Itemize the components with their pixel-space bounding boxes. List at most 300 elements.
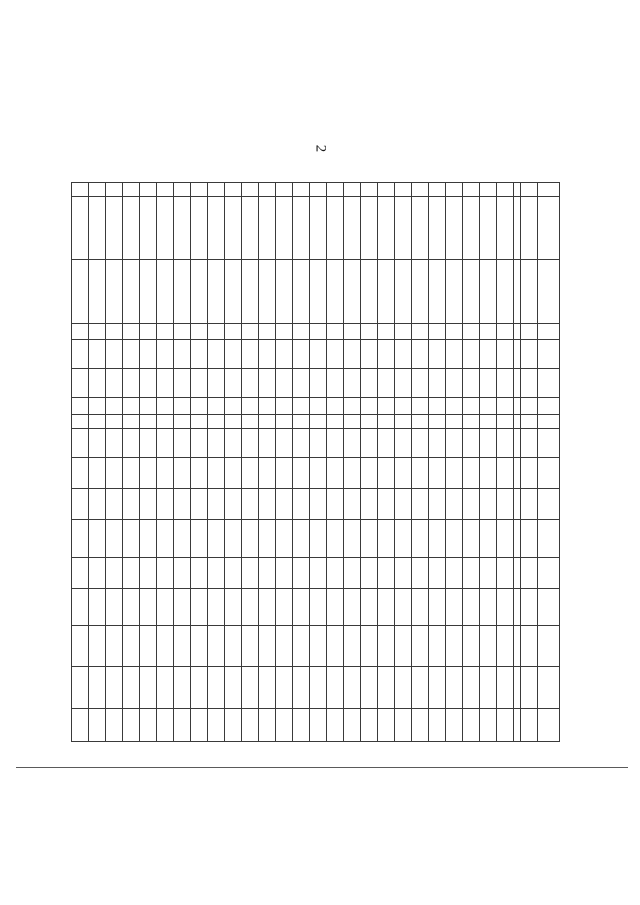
table-row <box>327 183 344 742</box>
table-cell <box>344 588 361 625</box>
table-cell <box>123 183 140 197</box>
table-cell <box>463 667 480 708</box>
table-cell <box>429 414 446 428</box>
table-cell <box>429 323 446 340</box>
table-row <box>208 183 225 742</box>
table-cell <box>446 557 463 588</box>
table-cell <box>276 183 293 197</box>
table-cell <box>310 398 327 415</box>
table-cell <box>480 708 497 741</box>
table-cell <box>429 458 446 489</box>
table-cell <box>225 626 242 667</box>
table-cell <box>497 340 514 369</box>
table-cell <box>521 626 538 667</box>
table-cell <box>157 557 174 588</box>
table-cell <box>89 183 106 197</box>
table-cell <box>191 340 208 369</box>
table-cell <box>344 197 361 259</box>
table-cell <box>242 398 259 415</box>
table-cell <box>463 429 480 458</box>
table-cell <box>514 340 521 369</box>
table-cell <box>344 557 361 588</box>
table-cell <box>412 340 429 369</box>
table-cell <box>276 340 293 369</box>
table-cell <box>174 183 191 197</box>
table-cell <box>157 340 174 369</box>
table-cell <box>242 369 259 398</box>
table-cell <box>361 588 378 625</box>
table-cell <box>463 520 480 557</box>
table-cell <box>412 369 429 398</box>
table-cell <box>344 398 361 415</box>
table-cell <box>208 626 225 667</box>
table-cell <box>72 398 89 415</box>
table-cell <box>310 588 327 625</box>
table-cell <box>395 323 412 340</box>
table-cell <box>480 667 497 708</box>
table-cell <box>123 197 140 259</box>
table-cell <box>208 708 225 741</box>
table-cell <box>89 197 106 259</box>
table-cell <box>242 323 259 340</box>
table-cell <box>463 183 480 197</box>
table-cell <box>395 259 412 323</box>
table-cell <box>412 183 429 197</box>
table-cell <box>157 183 174 197</box>
table-cell <box>174 626 191 667</box>
table-cell <box>344 323 361 340</box>
table-cell <box>72 197 89 259</box>
table-cell <box>412 667 429 708</box>
table-cell <box>157 429 174 458</box>
table-cell <box>259 557 276 588</box>
table-cell <box>538 588 560 625</box>
table-cell <box>72 369 89 398</box>
table-cell <box>191 259 208 323</box>
table-cell <box>208 259 225 323</box>
table-cell <box>106 259 123 323</box>
table-cell <box>395 429 412 458</box>
table-cell <box>242 667 259 708</box>
table-cell <box>106 557 123 588</box>
table-cell <box>378 259 395 323</box>
table-cell <box>327 259 344 323</box>
table-cell <box>344 369 361 398</box>
table-cell <box>123 520 140 557</box>
table-cell <box>174 557 191 588</box>
table-cell <box>259 489 276 520</box>
table-cell <box>429 667 446 708</box>
table-cell <box>106 520 123 557</box>
table-cell <box>157 588 174 625</box>
table-cell <box>106 369 123 398</box>
table-cell <box>310 489 327 520</box>
table-cell <box>310 369 327 398</box>
table-cell <box>327 197 344 259</box>
table-cell <box>191 520 208 557</box>
table-cell <box>521 369 538 398</box>
table-cell <box>480 557 497 588</box>
table-cell <box>514 557 521 588</box>
table-cell <box>276 398 293 415</box>
table-cell <box>480 626 497 667</box>
table-cell <box>174 259 191 323</box>
table-cell <box>310 259 327 323</box>
table-cell <box>225 557 242 588</box>
table-cell <box>293 520 310 557</box>
table-cell <box>276 458 293 489</box>
table-cell <box>72 489 89 520</box>
table-cell <box>293 588 310 625</box>
table-cell <box>463 557 480 588</box>
table-cell <box>538 429 560 458</box>
table-cell <box>446 340 463 369</box>
table-cell <box>242 340 259 369</box>
table-row <box>259 183 276 742</box>
table-cell <box>395 197 412 259</box>
table-cell <box>140 520 157 557</box>
table-row <box>191 183 208 742</box>
table-cell <box>361 708 378 741</box>
table-cell <box>514 489 521 520</box>
table-cell <box>446 369 463 398</box>
table-cell <box>276 708 293 741</box>
table-cell <box>310 626 327 667</box>
table-cell <box>378 458 395 489</box>
table-cell <box>259 458 276 489</box>
table-cell <box>521 197 538 259</box>
table-cell <box>395 398 412 415</box>
table-cell <box>293 626 310 667</box>
table-cell <box>191 183 208 197</box>
table-cell <box>446 414 463 428</box>
table-cell <box>378 557 395 588</box>
table-cell <box>259 197 276 259</box>
table-cell <box>276 489 293 520</box>
table-cell <box>514 183 521 197</box>
table-cell <box>174 414 191 428</box>
table-cell <box>276 414 293 428</box>
table-cell <box>276 369 293 398</box>
table-cell <box>429 520 446 557</box>
table-cell <box>497 183 514 197</box>
table-cell <box>429 183 446 197</box>
table-cell <box>327 667 344 708</box>
table-cell <box>429 489 446 520</box>
table-row <box>429 183 446 742</box>
table-cell <box>327 398 344 415</box>
table-cell <box>106 183 123 197</box>
table-cell <box>157 414 174 428</box>
table-cell <box>310 197 327 259</box>
table-cell <box>395 588 412 625</box>
table-cell <box>259 398 276 415</box>
table-cell <box>123 414 140 428</box>
table-cell <box>106 398 123 415</box>
table-cell <box>106 667 123 708</box>
table-row <box>395 183 412 742</box>
table-cell <box>106 340 123 369</box>
table-cell <box>191 458 208 489</box>
table-row <box>276 183 293 742</box>
table-cell <box>174 398 191 415</box>
table-cell <box>480 458 497 489</box>
table-cell <box>463 708 480 741</box>
table-cell <box>89 667 106 708</box>
table-cell <box>242 520 259 557</box>
table-cell <box>429 259 446 323</box>
table-cell <box>429 369 446 398</box>
table-cell <box>344 626 361 667</box>
table-cell <box>174 323 191 340</box>
table-cell <box>538 398 560 415</box>
table-cell <box>89 340 106 369</box>
table-cell <box>361 520 378 557</box>
table-cell <box>521 588 538 625</box>
table-cell <box>225 259 242 323</box>
table-cell <box>310 183 327 197</box>
table-cell <box>463 489 480 520</box>
table-cell <box>157 708 174 741</box>
table-cell <box>191 489 208 520</box>
table-cell <box>344 414 361 428</box>
table-cell <box>225 398 242 415</box>
table-cell <box>497 458 514 489</box>
table-row <box>446 183 463 742</box>
table-cell <box>463 323 480 340</box>
table-cell <box>225 369 242 398</box>
table-cell <box>140 183 157 197</box>
table-cell <box>497 323 514 340</box>
table-cell <box>514 458 521 489</box>
table-cell <box>521 183 538 197</box>
table-cell <box>208 197 225 259</box>
table-cell <box>412 323 429 340</box>
table-cell <box>446 398 463 415</box>
table-cell <box>327 340 344 369</box>
table-cell <box>538 197 560 259</box>
table-cell <box>538 458 560 489</box>
table-cell <box>395 369 412 398</box>
table-cell <box>225 458 242 489</box>
table-cell <box>480 414 497 428</box>
table-cell <box>157 197 174 259</box>
table-cell <box>191 429 208 458</box>
table-cell <box>191 557 208 588</box>
table-row <box>157 183 174 742</box>
table-cell <box>412 520 429 557</box>
table-cell <box>395 708 412 741</box>
table-cell <box>497 708 514 741</box>
table-cell <box>446 489 463 520</box>
table-cell <box>123 626 140 667</box>
table-cell <box>225 414 242 428</box>
table-cell <box>225 429 242 458</box>
table-cell <box>140 197 157 259</box>
table-cell <box>276 667 293 708</box>
table-cell <box>140 369 157 398</box>
table-cell <box>259 626 276 667</box>
table-cell <box>123 489 140 520</box>
table-cell <box>514 429 521 458</box>
table-cell <box>191 398 208 415</box>
table-cell <box>446 667 463 708</box>
table-cell <box>429 626 446 667</box>
table-cell <box>344 429 361 458</box>
table-row <box>497 183 514 742</box>
table-cell <box>497 626 514 667</box>
table-cell <box>72 340 89 369</box>
table-cell <box>276 626 293 667</box>
table-cell <box>463 340 480 369</box>
table-cell <box>521 323 538 340</box>
table-cell <box>106 626 123 667</box>
table-cell <box>361 414 378 428</box>
table-cell <box>480 429 497 458</box>
table-cell <box>538 183 560 197</box>
table-cell <box>429 557 446 588</box>
table-cell <box>378 197 395 259</box>
table-cell <box>174 340 191 369</box>
table-cell <box>361 429 378 458</box>
table-cell <box>208 667 225 708</box>
table-cell <box>259 414 276 428</box>
table-cell <box>310 667 327 708</box>
table-cell <box>72 708 89 741</box>
table-cell <box>242 414 259 428</box>
table-cell <box>293 489 310 520</box>
table-cell <box>208 557 225 588</box>
table-cell <box>497 557 514 588</box>
table-cell <box>327 369 344 398</box>
table-cell <box>259 340 276 369</box>
table-row <box>89 183 106 742</box>
table-cell <box>344 458 361 489</box>
table-row <box>412 183 429 742</box>
table-cell <box>208 414 225 428</box>
table-cell <box>259 708 276 741</box>
table-cell <box>174 588 191 625</box>
table-cell <box>259 259 276 323</box>
table-cell <box>521 557 538 588</box>
table-cell <box>174 667 191 708</box>
table-cell <box>327 626 344 667</box>
table-cell <box>225 708 242 741</box>
table-cell <box>327 557 344 588</box>
table-cell <box>225 197 242 259</box>
table-cell <box>106 197 123 259</box>
table-cell <box>514 626 521 667</box>
table-cell <box>412 414 429 428</box>
table-cell <box>344 183 361 197</box>
table-cell <box>463 197 480 259</box>
table-cell <box>378 340 395 369</box>
table-cell <box>106 414 123 428</box>
table-row <box>106 183 123 742</box>
table-cell <box>225 520 242 557</box>
table-cell <box>395 667 412 708</box>
table-cell <box>157 489 174 520</box>
table-cell <box>225 340 242 369</box>
table-cell <box>361 489 378 520</box>
table-cell <box>497 429 514 458</box>
table-cell <box>395 458 412 489</box>
table-cell <box>157 259 174 323</box>
table-cell <box>361 667 378 708</box>
table-cell <box>72 667 89 708</box>
table-cell <box>208 398 225 415</box>
table-cell <box>497 197 514 259</box>
table-cell <box>276 429 293 458</box>
table-cell <box>191 369 208 398</box>
table-cell <box>361 197 378 259</box>
table-cell <box>89 323 106 340</box>
table-cell <box>140 626 157 667</box>
table-cell <box>242 458 259 489</box>
table-cell <box>208 323 225 340</box>
table-cell <box>514 588 521 625</box>
table-cell <box>157 323 174 340</box>
table-cell <box>310 520 327 557</box>
table-cell <box>276 197 293 259</box>
table-cell <box>259 369 276 398</box>
table-cell <box>293 323 310 340</box>
table-cell <box>395 489 412 520</box>
table-cell <box>225 323 242 340</box>
table-cell <box>225 183 242 197</box>
table-row <box>361 183 378 742</box>
table-cell <box>538 626 560 667</box>
table-cell <box>463 398 480 415</box>
table-cell <box>174 708 191 741</box>
table-cell <box>72 557 89 588</box>
table-cell <box>191 414 208 428</box>
table-cell <box>538 667 560 708</box>
table-cell <box>412 708 429 741</box>
table-cell <box>242 588 259 625</box>
table-cell <box>208 369 225 398</box>
table-cell <box>174 489 191 520</box>
table-cell <box>395 520 412 557</box>
table-cell <box>174 520 191 557</box>
table-cell <box>157 369 174 398</box>
table-cell <box>446 708 463 741</box>
table-cell <box>140 667 157 708</box>
table-cell <box>412 557 429 588</box>
table-cell <box>106 708 123 741</box>
table-cell <box>89 429 106 458</box>
table-cell <box>293 340 310 369</box>
table-cell <box>157 398 174 415</box>
table-cell <box>242 197 259 259</box>
table-row <box>310 183 327 742</box>
table-cell <box>361 626 378 667</box>
table-cell <box>157 520 174 557</box>
table-cell <box>378 489 395 520</box>
table-cell <box>208 429 225 458</box>
table-cell <box>327 588 344 625</box>
bottom-rule <box>16 767 628 768</box>
table-cell <box>140 588 157 625</box>
table-cell <box>259 323 276 340</box>
table-cell <box>361 557 378 588</box>
table-cell <box>208 489 225 520</box>
table-cell <box>140 340 157 369</box>
table-cell <box>191 323 208 340</box>
table-cell <box>310 414 327 428</box>
table-cell <box>538 520 560 557</box>
table-cell <box>514 259 521 323</box>
